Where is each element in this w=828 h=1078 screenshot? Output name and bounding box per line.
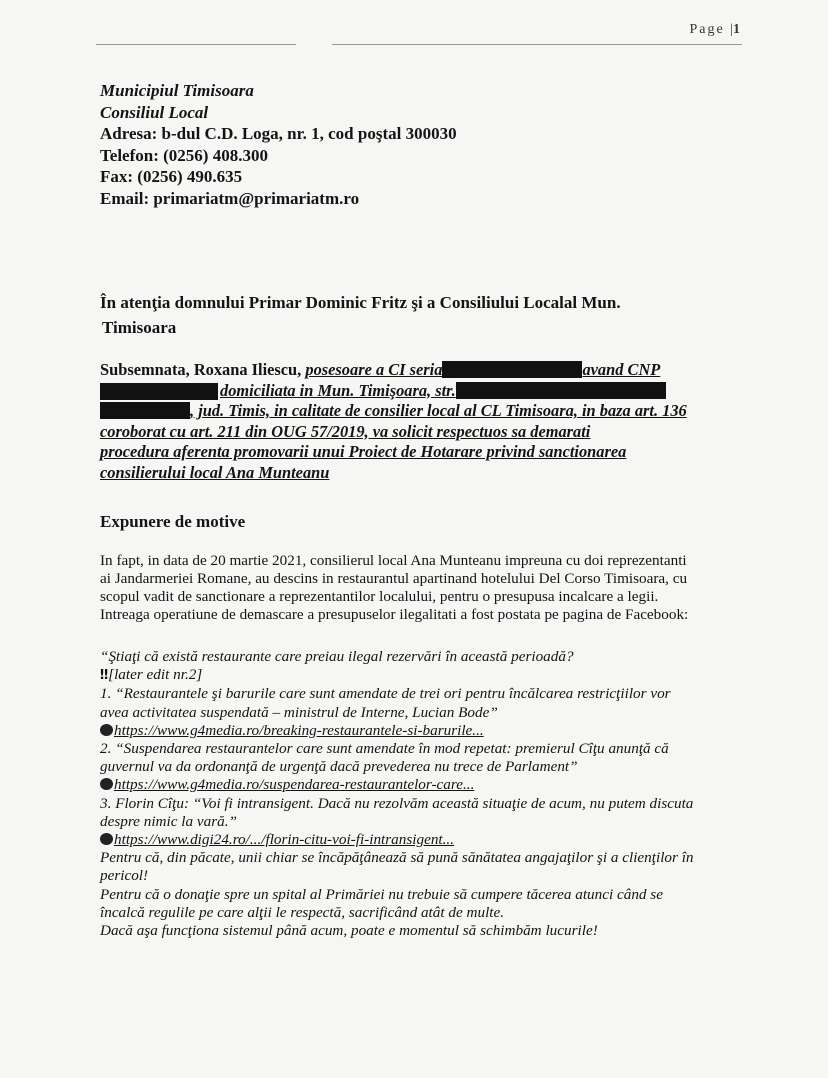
request-id-text: posesoare a CI seria: [305, 360, 443, 379]
quote-line: guvernul va da ordonanţă de urgenţă dacă prevederea nu trece de Parlament”: [100, 758, 578, 776]
request-paragraph: [100, 360, 745, 483]
article-link[interactable]: https://www.digi24.ro/.../florin-citu-voi-fi-intransigent...: [114, 831, 455, 849]
quote-line: despre nimic la vară.”: [100, 812, 237, 830]
quote-line: 3. Florin Cîţu: “Voi fi intransigent. Dacă nu rezolvăm această situaţie de acum, nu putem discuta: [100, 794, 694, 812]
request-name: Subsemnata, Roxana Iliescu,: [100, 360, 306, 379]
paragraph-line: In fapt, in data de 20 martie 2021, consilierul local Ana Munteanu impreuna cu doi reprezentanti: [100, 552, 687, 569]
header-rule-left: [96, 44, 296, 45]
redaction-box: [100, 383, 218, 400]
quote-line: Pentru că o donaţie spre un spital al Primăriei nu trebuie să cumpere tăcerea atunci când se: [100, 885, 663, 903]
council-name: Consiliul Local: [100, 102, 209, 122]
attention-line-2: Timisoara: [102, 318, 177, 337]
quote-line: încalcă regulile pe care alţii le respectă, sacrificând atât de multe.: [100, 903, 505, 921]
request-address-text: domiciliata in Mun. Timişoara, str.: [220, 380, 456, 400]
address-block: [100, 80, 457, 209]
link-icon: [100, 724, 113, 736]
link-icon: [100, 833, 113, 845]
quote-line: [later edit nr.2]: [108, 666, 203, 684]
attention-line: [100, 290, 740, 340]
link-icon: [100, 778, 113, 790]
paragraph-line: Intreaga operatiune de demascare a presupuselor ilegalitati a fost postata pe pagina de Facebook:: [100, 606, 689, 623]
redaction-box: [442, 361, 582, 378]
quote-line: pericol!: [100, 867, 149, 885]
quote-line: “Ştiaţi că există restaurante care preiau ilegal rezervări în această perioadă?: [100, 648, 574, 665]
page-number-header: Page |1: [689, 22, 740, 37]
article-link[interactable]: https://www.g4media.ro/suspendarea-restaurantelor-care...: [114, 776, 475, 794]
quote-line: avea activitatea suspendată – ministrul de Interne, Lucian Bode”: [100, 703, 498, 721]
institution-name: Municipiul Timisoara: [100, 81, 254, 100]
page-number: 1: [733, 22, 740, 37]
postal-address: Adresa: b-dul C.D. Loga, nr. 1, cod poştal 300030: [100, 124, 457, 143]
double-exclamation-icon: ‼: [100, 668, 109, 684]
facebook-post-quote: [100, 648, 750, 940]
article-link[interactable]: https://www.g4media.ro/breaking-restaurantele-si-barurile...: [114, 721, 484, 739]
quote-line: Pentru că, din păcate, unii chiar se încăpăţânează să pună sănătatea angajaţilor şi a clienţilor în: [100, 849, 694, 867]
facts-paragraph: [100, 552, 745, 624]
request-role-text: , jud. Timis, in calitate de consilier local al CL Timisoara, in baza art. 136: [190, 401, 687, 420]
redaction-box: [100, 402, 190, 419]
paragraph-line: scopul vadit de sanctionare a reprezentantilor localului, pentru o presupusa incalcare a legii.: [100, 588, 659, 605]
header-rule-right: [332, 44, 742, 45]
quote-line: 2. “Suspendarea restaurantelor care sunt amendate în mod repetat: premierul Cîţu anunţă că: [100, 740, 669, 758]
quote-line: 1. “Restaurantele şi barurile care sunt amendate de trei ori pentru încălcarea restricţiilor vor: [100, 685, 671, 703]
page-label: Page: [689, 22, 725, 37]
redaction-box: [456, 382, 666, 399]
quote-line: Dacă aşa funcţiona sistemul până acum, poate e momentul să schimbăm lucurile!: [100, 922, 598, 940]
request-procedure: procedura aferenta promovarii unui Proiect de Hotarare privind sanctionarea: [100, 442, 627, 461]
section-title: Expunere de motive: [100, 512, 246, 531]
request-legal-basis: coroborat cu art. 211 din OUG 57/2019, va solicit respectuos sa demarati: [100, 421, 591, 441]
request-subject: consilierului local Ana Munteanu: [100, 462, 330, 482]
email-address: Email: primariatm@primariatm.ro: [100, 188, 360, 208]
request-cnp-text: avand CNP: [582, 360, 661, 379]
attention-line-1: În atenţia domnului Primar Dominic Fritz şi a Consiliului Localal Mun.: [100, 293, 621, 312]
phone-number: Telefon: (0256) 408.300: [100, 145, 268, 165]
fax-number: Fax: (0256) 490.635: [100, 167, 243, 186]
paragraph-line: ai Jandarmeriei Romane, au descins in restaurantul apartinand hotelului Del Corso Timisoara, cu: [100, 570, 688, 587]
